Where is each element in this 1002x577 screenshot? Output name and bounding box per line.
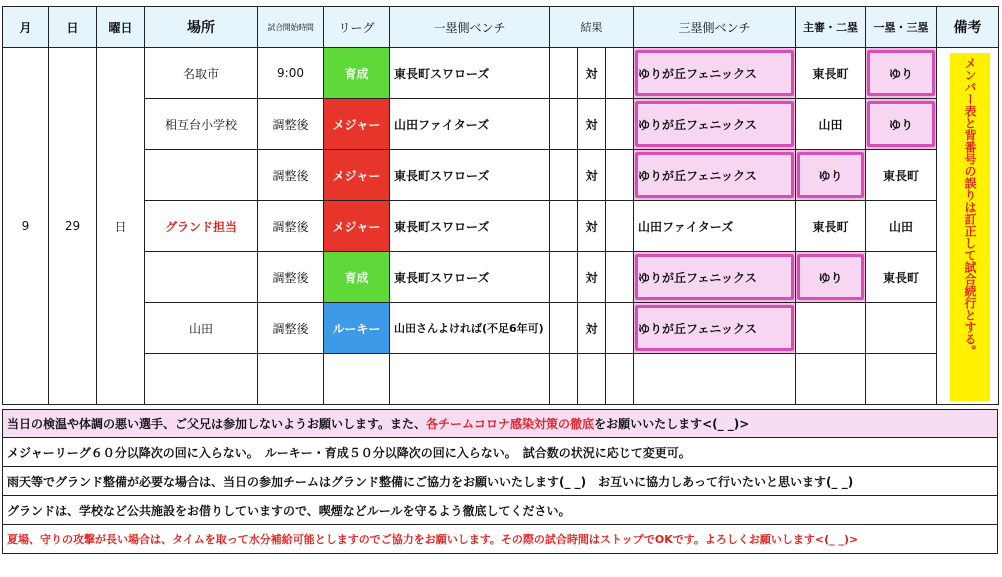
empty-cell <box>796 354 866 405</box>
base-umpire-cell: 山田 <box>866 201 937 252</box>
result-home <box>550 150 578 201</box>
place-cell <box>145 252 258 303</box>
note-ground-rules: グランドは、学校など公共施設をお借りしていますので、喫煙などルールを守るよう徹底してください。 <box>2 496 998 525</box>
table-row <box>3 252 999 303</box>
home-team: 東長町スワローズ <box>390 150 550 201</box>
time-cell: 調整後 <box>258 201 324 252</box>
time-cell: 調整後 <box>258 150 324 201</box>
chief-umpire-cell: ゆり <box>796 252 866 303</box>
table-row <box>3 99 999 150</box>
col-place: 場所 <box>145 7 258 48</box>
result-home <box>550 99 578 150</box>
col-base-umpire: 一塁・三塁 <box>866 7 937 48</box>
vs-label: 対 <box>578 252 606 303</box>
place-cell: グランド担当 <box>145 201 258 252</box>
vs-label: 対 <box>578 48 606 99</box>
col-day: 日 <box>49 7 97 48</box>
table-row <box>3 201 999 252</box>
chief-umpire-cell: 山田 <box>796 99 866 150</box>
table-row <box>3 150 999 201</box>
col-remarks: 備考 <box>937 7 999 48</box>
schedule-table <box>2 6 999 405</box>
chief-umpire-cell: 東長町 <box>796 201 866 252</box>
col-league: リーグ <box>324 7 390 48</box>
base-umpire-cell <box>866 303 937 354</box>
header-row <box>3 7 999 48</box>
result-away <box>606 201 634 252</box>
away-team: ゆりが丘フェニックス <box>634 252 796 303</box>
away-team: ゆりが丘フェニックス <box>634 48 796 99</box>
col-weekday: 曜日 <box>97 7 145 48</box>
day-cell: 29 <box>49 48 97 405</box>
result-home <box>550 48 578 99</box>
league-badge: 育成 <box>324 48 390 99</box>
empty-cell <box>578 354 606 405</box>
result-away <box>606 48 634 99</box>
note-covid <box>2 409 998 438</box>
col-result: 結果 <box>550 7 634 48</box>
empty-cell <box>324 354 390 405</box>
empty-cell <box>606 354 634 405</box>
place-cell: 相互台小学校 <box>145 99 258 150</box>
away-team: ゆりが丘フェニックス <box>634 99 796 150</box>
col-month: 月 <box>3 7 49 48</box>
empty-cell <box>634 354 796 405</box>
table-row <box>3 303 999 354</box>
vs-label: 対 <box>578 99 606 150</box>
result-home <box>550 201 578 252</box>
home-team: 東長町スワローズ <box>390 201 550 252</box>
table-row-empty <box>3 354 999 405</box>
base-umpire-cell: 東長町 <box>866 252 937 303</box>
league-badge: ルーキー <box>324 303 390 354</box>
table-row <box>3 48 999 99</box>
note-covid-a: 当日の検温や体調の悪い選手、ご父兄は参加しないようお願いします。また、 <box>7 417 427 431</box>
time-cell: 調整後 <box>258 303 324 354</box>
result-away <box>606 252 634 303</box>
empty-cell <box>390 354 550 405</box>
month-cell: 9 <box>3 48 49 405</box>
vs-label: 対 <box>578 201 606 252</box>
base-umpire-cell: ゆり <box>866 48 937 99</box>
league-badge: メジャー <box>324 150 390 201</box>
empty-cell <box>145 354 258 405</box>
away-team: 山田ファイターズ <box>634 201 796 252</box>
league-badge: 育成 <box>324 252 390 303</box>
empty-cell <box>550 354 578 405</box>
place-cell <box>145 150 258 201</box>
empty-cell <box>866 354 937 405</box>
col-chief-umpire: 主審・二塁 <box>796 7 866 48</box>
base-umpire-cell: 東長町 <box>866 150 937 201</box>
league-badge: メジャー <box>324 201 390 252</box>
away-team: ゆりが丘フェニックス <box>634 303 796 354</box>
note-covid-b: 各チームコロナ感染対策の徹底 <box>426 417 595 431</box>
home-team: 山田ファイターズ <box>390 99 550 150</box>
time-cell: 9:00 <box>258 48 324 99</box>
note-covid-c: をお願いいたします<(_ _)> <box>594 417 750 431</box>
home-team: 東長町スワローズ <box>390 48 550 99</box>
col-first-bench: 一塁側ベンチ <box>390 7 550 48</box>
chief-umpire-cell: 東長町 <box>796 48 866 99</box>
place-cell: 山田 <box>145 303 258 354</box>
time-cell: 調整後 <box>258 99 324 150</box>
place-cell: 名取市 <box>145 48 258 99</box>
result-away <box>606 303 634 354</box>
note-time-limit: メジャーリーグ６０分以降次の回に入らない。 ルーキー・育成５０分以降次の回に入らない。 試合数の状況に応じて変更可。 <box>2 438 998 467</box>
chief-umpire-cell <box>796 303 866 354</box>
chief-umpire-cell: ゆり <box>796 150 866 201</box>
home-team: 東長町スワローズ <box>390 252 550 303</box>
time-cell: 調整後 <box>258 252 324 303</box>
notes-section <box>2 409 998 554</box>
vs-label: 対 <box>578 303 606 354</box>
col-start-time: 試合開始時間 <box>258 7 324 48</box>
note-summer: 夏場、守りの攻撃が長い場合は、タイムを取って水分補給可能としますのでご協力をお願いします。その際の試合時間はストップでOKです。よろしくお願いします<(_ _)> <box>2 525 998 554</box>
result-home <box>550 303 578 354</box>
result-home <box>550 252 578 303</box>
vs-label: 対 <box>578 150 606 201</box>
result-away <box>606 99 634 150</box>
base-umpire-cell: ゆり <box>866 99 937 150</box>
league-badge: メジャー <box>324 99 390 150</box>
away-team: ゆりが丘フェニックス <box>634 150 796 201</box>
weekday-cell: 日 <box>97 48 145 405</box>
col-third-bench: 三塁側ベンチ <box>634 7 796 48</box>
home-team: 山田さんよければ(不足6年可) <box>390 303 550 354</box>
empty-cell <box>258 354 324 405</box>
remarks-vertical-text: メンバー表と背番号の誤りは訂正して試合続行とする。 <box>950 53 990 401</box>
note-rain: 雨天等でグランド整備が必要な場合は、当日の参加チームはグランド整備にご協力をお願いいたします(_ _) お互いに協力しあって行いたいと思います(_ _) <box>2 467 998 496</box>
result-away <box>606 150 634 201</box>
